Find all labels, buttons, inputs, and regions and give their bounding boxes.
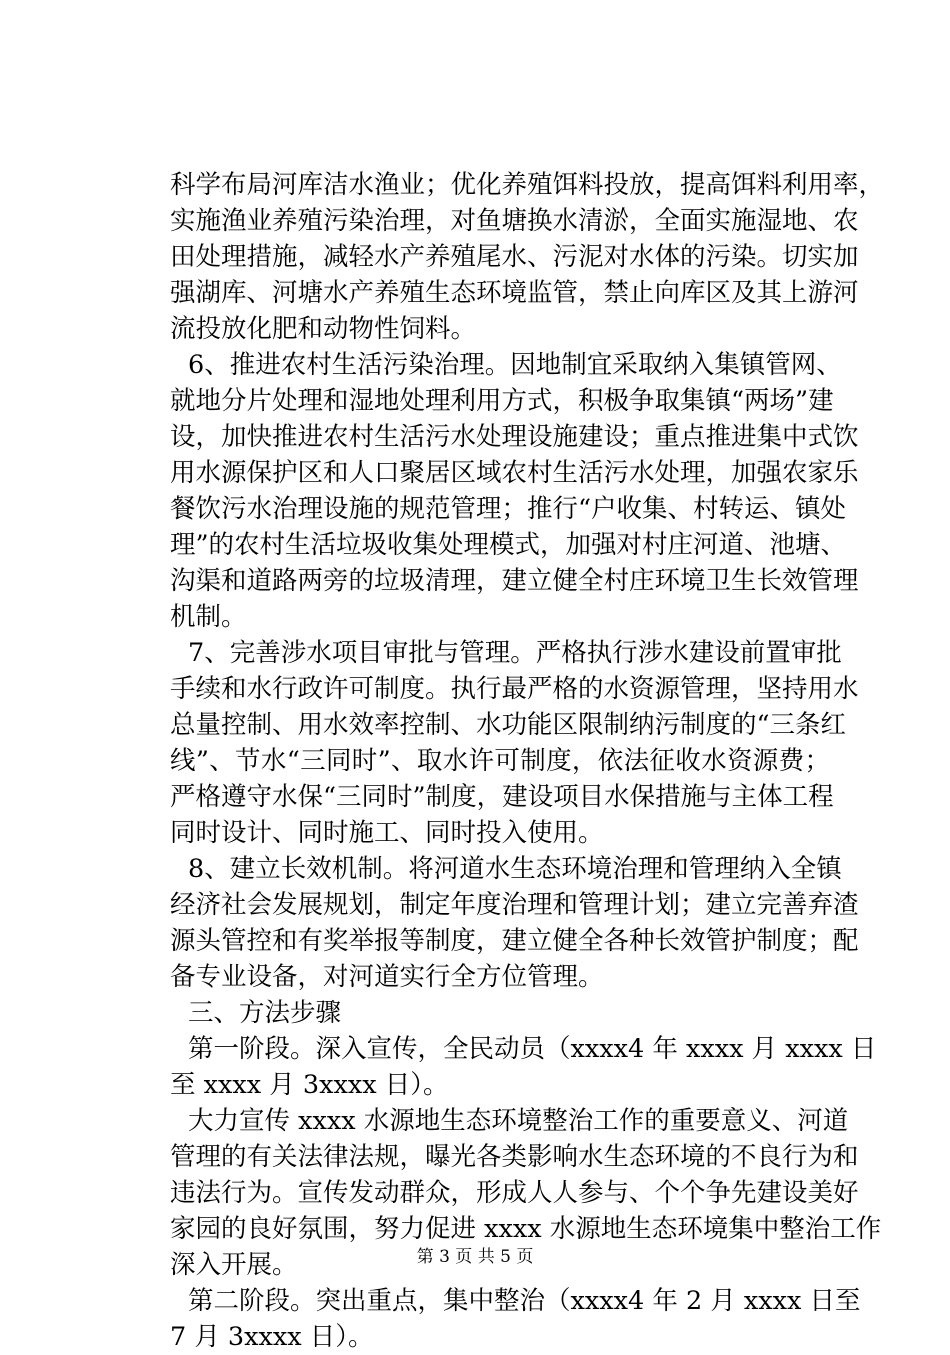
text-line: 科学布局河库洁水渔业；优化养殖饵料投放，提高饵料利用率， [170, 170, 885, 200]
text-line: 餐饮污水治理设施的规范管理；推行“户收集、村转运、镇处 [170, 494, 847, 524]
text-line: 家园的良好氛围，努力促进 xxxx 水源地生态环境集中整治工作 [170, 1214, 882, 1244]
text-line: 田处理措施，减轻水产养殖尾水、污泥对水体的污染。切实加 [170, 242, 859, 272]
text-line: 严格遵守水保“三同时”制度，建设项目水保措施与主体工程 [170, 782, 834, 812]
text-line: 至 xxxx 月 3xxxx 日）。 [170, 1070, 449, 1100]
text-line: 就地分片处理和湿地处理利用方式，积极争取集镇“两场”建 [170, 386, 834, 416]
text-line: 用水源保护区和人口聚居区域农村生活污水处理，加强农家乐 [170, 458, 859, 488]
text-line: 三、方法步骤 [188, 998, 342, 1028]
text-line: 实施渔业养殖污染治理，对鱼塘换水清淤，全面实施湿地、农 [170, 206, 859, 236]
text-line: 理”的农村生活垃圾收集处理模式，加强对村庄河道、池塘、 [170, 530, 847, 560]
text-line: 6、推进农村生活污染治理。因地制宜采取纳入集镇管网、 [188, 350, 842, 380]
text-line: 机制。 [170, 602, 247, 632]
text-line: 经济社会发展规划，制定年度治理和管理计划；建立完善弃渣 [170, 890, 859, 920]
text-line: 流投放化肥和动物性饲料。 [170, 314, 477, 344]
text-line: 深入开展。 [170, 1250, 298, 1280]
text-line: 手续和水行政许可制度。执行最严格的水资源管理，坚持用水 [170, 674, 859, 704]
text-line: 第二阶段。突出重点，集中整治（xxxx4 年 2 月 xxxx 日至 [188, 1286, 861, 1316]
page-footer: 第 3 页 共 5 页 [416, 1247, 534, 1267]
text-line: 总量控制、用水效率控制、水功能区限制纳污制度的“三条红 [170, 710, 847, 740]
text-line: 源头管控和有奖举报等制度，建立健全各种长效管护制度；配 [170, 926, 859, 956]
document-body [170, 167, 885, 1355]
text-line: 8、建立长效机制。将河道水生态环境治理和管理纳入全镇 [188, 854, 842, 884]
text-line: 第一阶段。深入宣传，全民动员（xxxx4 年 xxxx 月 xxxx 日 [188, 1034, 877, 1064]
text-line: 7 月 3xxxx 日）。 [170, 1322, 374, 1352]
text-line: 强湖库、河塘水产养殖生态环境监管，禁止向库区及其上游河 [170, 278, 859, 308]
text-line: 管理的有关法律法规，曝光各类影响水生态环境的不良行为和 [170, 1142, 859, 1172]
text-line: 大力宣传 xxxx 水源地生态环境整治工作的重要意义、河道 [188, 1106, 849, 1136]
text-line: 线”、节水“三同时”、取水许可制度，依法征收水资源费； [170, 746, 830, 776]
text-line: 备专业设备，对河道实行全方位管理。 [170, 962, 604, 992]
text-line: 沟渠和道路两旁的垃圾清理，建立健全村庄环境卫生长效管理 [170, 566, 859, 596]
text-line: 同时设计、同时施工、同时投入使用。 [170, 818, 604, 848]
text-line: 违法行为。宣传发动群众，形成人人参与、个个争先建设美好 [170, 1178, 859, 1208]
text-line: 设，加快推进农村生活污水处理设施建设；重点推进集中式饮 [170, 422, 859, 452]
text-line: 7、完善涉水项目审批与管理。严格执行涉水建设前置审批 [188, 638, 842, 668]
